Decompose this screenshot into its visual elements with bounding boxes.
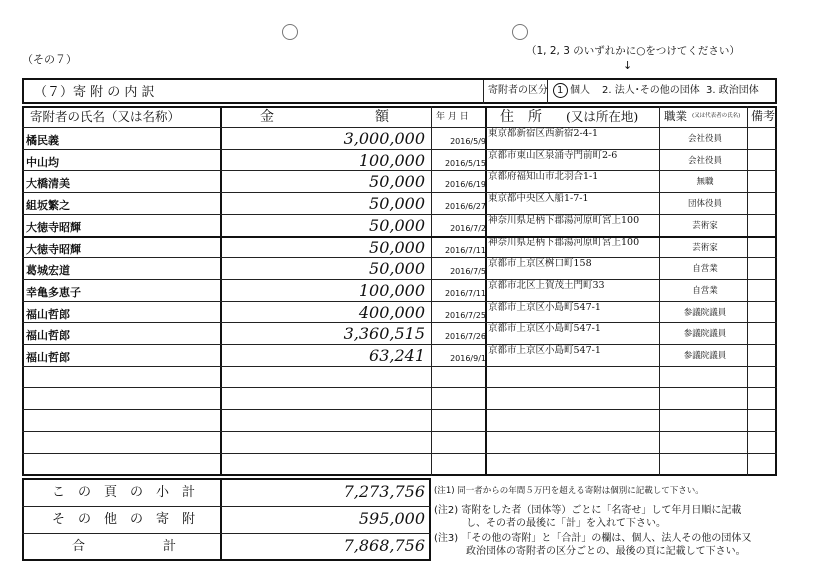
header-amount-b: 額 — [375, 109, 389, 125]
header-address-b: (又は所在地) — [566, 109, 639, 124]
header-job-small: (又は代表者の氏名) — [692, 113, 741, 119]
donor-option-3: 3. 政治団体 — [706, 85, 759, 96]
donor-occupation: 参議院議員 — [683, 308, 727, 318]
donor-address: 京都市上京区小島町547-1 — [488, 302, 601, 313]
section-title: （７）寄 附 の 内 訳 — [34, 85, 155, 100]
donor-name: 福山哲郎 — [26, 308, 70, 321]
donor-name: 組坂繁之 — [26, 199, 70, 212]
donor-occupation: 芸術家 — [692, 243, 718, 253]
page-subtotal-value: 7,273,756 — [343, 482, 425, 501]
row-divider — [22, 257, 777, 258]
donor-address: 神奈川県足柄下郡湯河原町宮上100 — [488, 237, 640, 248]
note-2b: し、その者の最後に「計」を入れて下さい。 — [466, 518, 666, 529]
donor-name: 大徳寺昭輝 — [26, 221, 81, 234]
header-job: 職業 — [664, 109, 687, 123]
donor-occupation: 自営業 — [692, 286, 718, 296]
header-name: 寄附者の氏名（又は名称） — [30, 109, 181, 124]
donor-name: 福山哲郎 — [26, 351, 70, 364]
donation-date: 2016/6/27 — [444, 202, 486, 211]
donor-address: 京都府福知山市北羽合1-1 — [488, 171, 599, 182]
donation-amount: 50,000 — [369, 216, 425, 235]
page-subtotal-label: こ の 頁 の 小 計 — [52, 485, 196, 500]
row-divider — [22, 322, 777, 323]
other-donations-value: 595,000 — [358, 509, 425, 528]
donor-option-1: 個人 — [570, 85, 590, 96]
donation-date: 2016/9/1 — [450, 354, 486, 363]
row-divider — [22, 192, 777, 193]
row-divider — [22, 431, 777, 432]
note-3b: 政治団体の寄附者の区分ごとの、最後の頁に記載して下さい。 — [466, 546, 746, 557]
donor-address: 京都市上京区小島町547-1 — [488, 323, 601, 334]
donation-amount: 63,241 — [369, 346, 425, 365]
donor-name: 大徳寺昭輝 — [26, 243, 81, 256]
grand-total-label: 合 計 — [72, 539, 177, 554]
row-divider — [22, 344, 777, 345]
punch-hole-right — [512, 24, 528, 40]
donation-amount: 50,000 — [369, 172, 425, 191]
row-divider — [22, 409, 777, 410]
header-date: 年 月 日 — [436, 112, 469, 122]
row-divider — [22, 301, 777, 302]
donation-date: 2016/7/25 — [444, 311, 486, 320]
donor-occupation: 無職 — [696, 177, 714, 187]
donor-address: 東京都新宿区西新宿2-4-1 — [488, 128, 599, 139]
donation-date: 2016/7/11 — [444, 289, 486, 298]
donor-occupation: 団体役員 — [687, 199, 722, 209]
top-note: （1, 2, 3 のいずれかに○をつけてください） — [526, 45, 740, 57]
donation-amount: 50,000 — [369, 194, 425, 213]
donor-option-1-number: 1 — [557, 85, 564, 96]
other-donations-label: そ の 他 の 寄 附 — [52, 512, 196, 527]
row-divider — [22, 279, 777, 280]
donor-address: 東京都中央区入船1-7-1 — [488, 193, 589, 204]
donor-option-2: 2. 法人･その他の団体 — [602, 85, 700, 96]
donation-date: 2016/7/5 — [450, 267, 486, 276]
donation-amount: 50,000 — [369, 238, 425, 257]
row-divider — [22, 366, 777, 367]
donor-name: 大橋清美 — [26, 177, 70, 190]
donation-date: 2016/7/2 — [450, 224, 486, 233]
note-3a: (注3) 「その他の寄附」と「合計」の欄は、個人、法人その他の団体又 — [434, 533, 752, 544]
donation-amount: 3,000,000 — [343, 129, 425, 148]
header-amount-a: 金 — [260, 109, 274, 125]
donor-occupation: 会社役員 — [687, 134, 722, 144]
arrow-down: ↓ — [623, 59, 633, 72]
row-divider — [22, 214, 777, 215]
donation-date: 2016/7/26 — [444, 332, 486, 341]
page-label: （その７） — [22, 53, 77, 66]
note-2a: (注2) 寄附をした者（団体等）ごとに「名寄せ」して年月日順に記載 — [434, 505, 742, 516]
donation-date: 2016/7/11 — [444, 246, 486, 255]
donor-occupation: 会社役員 — [687, 156, 722, 166]
header-note: 備考 — [751, 109, 776, 123]
row-divider — [22, 170, 777, 171]
row-divider — [22, 387, 777, 388]
donation-amount: 3,360,515 — [343, 324, 425, 343]
donation-amount: 100,000 — [358, 281, 425, 300]
donation-amount: 100,000 — [358, 151, 425, 170]
donor-address: 京都市上京区小島町547-1 — [488, 345, 601, 356]
row-divider — [22, 149, 777, 150]
header-address-a: 住 所 — [500, 109, 542, 125]
donation-date: 2016/6/19 — [444, 180, 486, 189]
donor-name: 幸亀多恵子 — [26, 286, 81, 299]
punch-hole-left — [282, 24, 298, 40]
donor-occupation: 参議院議員 — [683, 329, 727, 339]
donation-amount: 50,000 — [369, 259, 425, 278]
donor-address: 京都市東山区泉涌寺門前町2-6 — [488, 150, 618, 161]
donor-occupation: 参議院議員 — [683, 351, 727, 361]
donation-date: 2016/5/15 — [444, 159, 486, 168]
row-divider — [22, 453, 777, 454]
donor-address: 京都市北区上賀茂土門町33 — [488, 280, 605, 291]
donor-name: 橘民義 — [26, 134, 59, 147]
note-1: (注1) 同一者からの年間５万円を超える寄附は個別に記載して下さい。 — [434, 486, 704, 496]
donor-name: 葛城宏道 — [26, 264, 70, 277]
donation-date: 2016/5/9 — [450, 137, 486, 146]
donor-category-label: 寄附者の区分 — [488, 85, 548, 96]
donor-address: 神奈川県足柄下郡湯河原町宮上100 — [488, 215, 640, 226]
donation-amount: 400,000 — [358, 303, 425, 322]
donor-occupation: 自営業 — [692, 264, 718, 274]
grand-total-value: 7,868,756 — [343, 536, 425, 555]
donor-name: 福山哲郎 — [26, 329, 70, 342]
donor-address: 京都市上京区桝口町158 — [488, 258, 592, 269]
donor-name: 中山均 — [26, 156, 59, 169]
donor-occupation: 芸術家 — [692, 221, 718, 231]
